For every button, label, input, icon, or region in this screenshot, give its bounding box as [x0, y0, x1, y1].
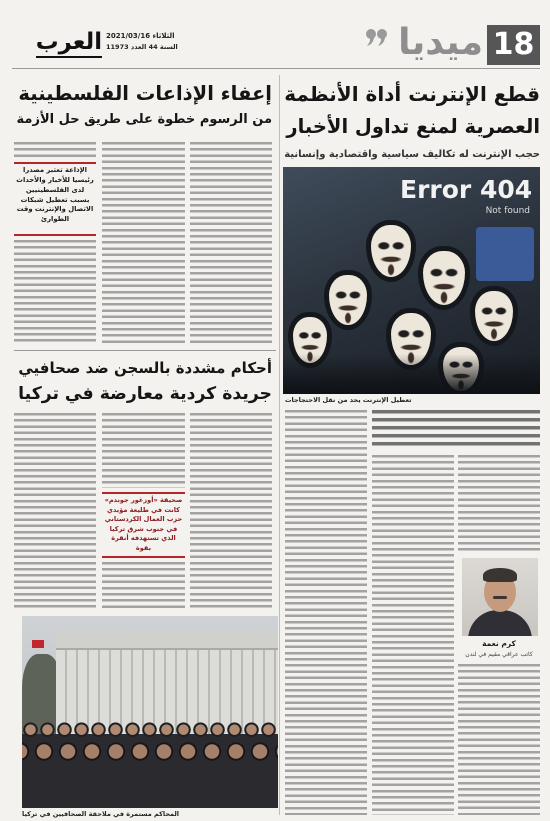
- author-hair: [483, 568, 517, 582]
- body-text-column: [372, 455, 454, 815]
- author-name: كرم نعمة: [482, 639, 516, 648]
- body-text-column: [14, 142, 96, 158]
- issue-date: الثلاثاء 2021/03/16: [106, 32, 175, 40]
- headline-line: قطع الإنترنت أداة الأنظمة: [284, 82, 540, 106]
- body-text-column: [102, 562, 185, 611]
- article-photo: [283, 167, 540, 394]
- photo-caption: المحاكم مستمرة في ملاحقة الصحافيين في تركيا: [22, 810, 180, 818]
- author-mustache: [493, 596, 507, 599]
- headline-line: جريدة كردية معارضة في تركيا: [18, 384, 272, 404]
- courthouse-roof: [56, 634, 278, 650]
- error-subtext: Not found: [485, 206, 530, 216]
- author-title: كاتب عراقي مقيم في لندن: [465, 651, 533, 658]
- body-text-column: [14, 413, 96, 611]
- headline-line: من الرسوم خطوة على طريق حل الأزمة: [16, 112, 272, 127]
- body-text-column: [102, 142, 185, 345]
- mask-figure: [371, 225, 411, 277]
- flag: [32, 640, 44, 648]
- subheadline: حجب الإنترنت له تكاليف سياسية واقتصادية وإنسانية: [284, 149, 540, 160]
- logo-tile: [476, 227, 534, 281]
- author-shoulders: [468, 610, 532, 636]
- headline-line: العصرية لمنع تداول الأخبار: [286, 115, 540, 138]
- section-rule: [14, 350, 276, 351]
- body-text-column: [190, 413, 272, 611]
- body-text-column: [190, 142, 272, 345]
- body-text-column: [102, 413, 185, 488]
- photo-shade: [283, 354, 540, 394]
- author-photo: [462, 558, 538, 636]
- pull-quote: صحيفة «أوزغور جوندم» كانت في طليعة مؤيدي حزب العمال الكردستاني في جنوب شرق تركيا الذي تستهدفه أنقرة بقوة: [102, 492, 185, 558]
- mask-figure: [329, 275, 367, 325]
- page-number: 18: [487, 25, 540, 65]
- body-text-column: [14, 240, 96, 345]
- body-text-column: [458, 455, 540, 553]
- pull-quote: الإذاعة تعتبر مصدرا رئيسيا للأخبار والأحداث لدى الفلسطينيين بسبب تعطيل شبكات الاتصال والإنترنت وقت الطوارئ: [14, 162, 96, 236]
- article-photo: [22, 616, 278, 808]
- quote-icon: [364, 28, 388, 48]
- mask-figure: [475, 291, 513, 341]
- error-text: Error 404: [400, 175, 532, 204]
- mask-figure: [423, 251, 465, 305]
- photo-caption: تعطيل الإنترنت يحد من نقل الاحتجاجات: [285, 396, 412, 404]
- issue-number: السنة 44 العدد 11973: [106, 43, 178, 51]
- headline-line: إعفاء الإذاعات الفلسطينية: [18, 82, 272, 105]
- body-text-column: [285, 410, 367, 815]
- section-title: ميديا: [398, 22, 483, 63]
- lede-paragraph: [372, 410, 540, 450]
- headline-line: أحكام مشددة بالسجن ضد صحافيي: [18, 359, 272, 377]
- body-text-column: [458, 664, 540, 815]
- header-rule: [12, 68, 540, 69]
- column-divider: [279, 75, 280, 815]
- masthead-logo: العرب: [36, 26, 102, 58]
- crowd-heads: [22, 738, 278, 768]
